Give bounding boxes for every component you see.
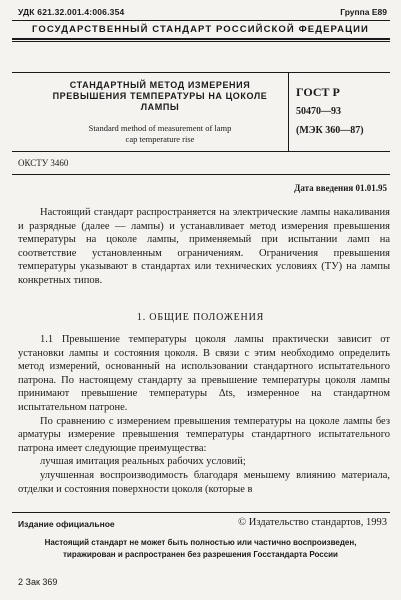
title-line-2: ПРЕВЫШЕНИЯ ТЕМПЕРАТУРЫ НА ЦОКОЛЕ xyxy=(52,91,268,101)
order-number: 2 Зак 369 xyxy=(18,577,58,587)
title-line-1: СТАНДАРТНЫЙ МЕТОД ИЗМЕРЕНИЯ xyxy=(69,80,251,90)
paragraph-1-1: 1.1 Превышение температуры цоколя лампы практически зависит от установки лампы и состояния цоколя. В связи с этим необходимо определить метод измерений, основанный на использовании стандартного испытательного патрона. По настоящему стандарту за превышение температуры цоколя лампы принимают превышение температуры Δts, измеренное на стандартном испытательном патроне. xyxy=(18,334,390,413)
paragraph-advantage-1: лучшая имитация реальных рабочих условий; xyxy=(40,456,246,468)
header-rule-double xyxy=(12,41,390,42)
udk-code: УДК 621.32.001.4:006.354 xyxy=(18,7,125,17)
title-block-rule-top xyxy=(12,72,390,73)
paragraph-comparison: По сравнению с измерением превышения температуры на цоколе лампы без арматуры измерение превышения температуры стандартного испытательного патрона имеет следующие преимущества: xyxy=(18,415,390,454)
intro-text: Настоящий стандарт распространяется на электрические лампы накаливания и разрядные (далее — лампы) и устанавливает метод измерения превышения температуры на цоколе лампы, применяемый при испытании ламп на соответствие установленным ограничениям. Ограничения превышения температуры указывают в стандартах или технических условиях (ТУ) на лампы конкретных типов. xyxy=(18,207,390,286)
gost-label: ГОСТ Р xyxy=(296,85,340,99)
intro-paragraph xyxy=(18,206,390,288)
title-block-divider xyxy=(288,72,289,151)
gost-number: 50470—93 xyxy=(296,106,341,117)
iec-reference: (МЭК 360—87) xyxy=(296,125,364,136)
section-heading: 1. ОБЩИЕ ПОЛОЖЕНИЯ xyxy=(136,312,265,323)
title-en-line-1: Standard method of measurement of lamp xyxy=(88,123,232,133)
official-edition: Издание официальное xyxy=(18,519,115,529)
okstu-rule xyxy=(12,174,390,175)
header-rule-top xyxy=(12,20,390,21)
section-body xyxy=(18,333,390,496)
copyright: © Издательство стандартов, 1993 xyxy=(238,517,387,528)
okstu-code: ОКСТУ 3460 xyxy=(18,158,69,168)
document-title-ru xyxy=(40,80,280,113)
notice-line-2: тиражирован и распространен без разрешения Госстандарта России xyxy=(63,550,338,559)
reproduction-notice xyxy=(0,537,401,561)
notice-line-1: Настоящий стандарт не может быть полностью или частично воспроизведен, xyxy=(44,538,357,547)
title-line-3: ЛАМПЫ xyxy=(140,102,180,112)
gost-designation xyxy=(296,83,396,140)
document-title-en xyxy=(40,123,280,145)
paragraph-advantage-2: улучшенная воспроизводимость благодаря меньшему влиянию материала, отделки и состояния поверхности цоколя (которые в xyxy=(18,469,390,495)
title-block-rule-bottom xyxy=(12,151,390,152)
footer-rule xyxy=(12,512,390,513)
title-en-line-2: cap temperature rise xyxy=(125,134,195,144)
date-of-introduction: Дата введения 01.01.95 xyxy=(294,183,387,193)
header-rule-bottom xyxy=(12,38,390,40)
group-code: Группа Е89 xyxy=(340,7,387,17)
standard-title: ГОСУДАРСТВЕННЫЙ СТАНДАРТ РОССИЙСКОЙ ФЕДЕРАЦИИ xyxy=(32,24,369,35)
